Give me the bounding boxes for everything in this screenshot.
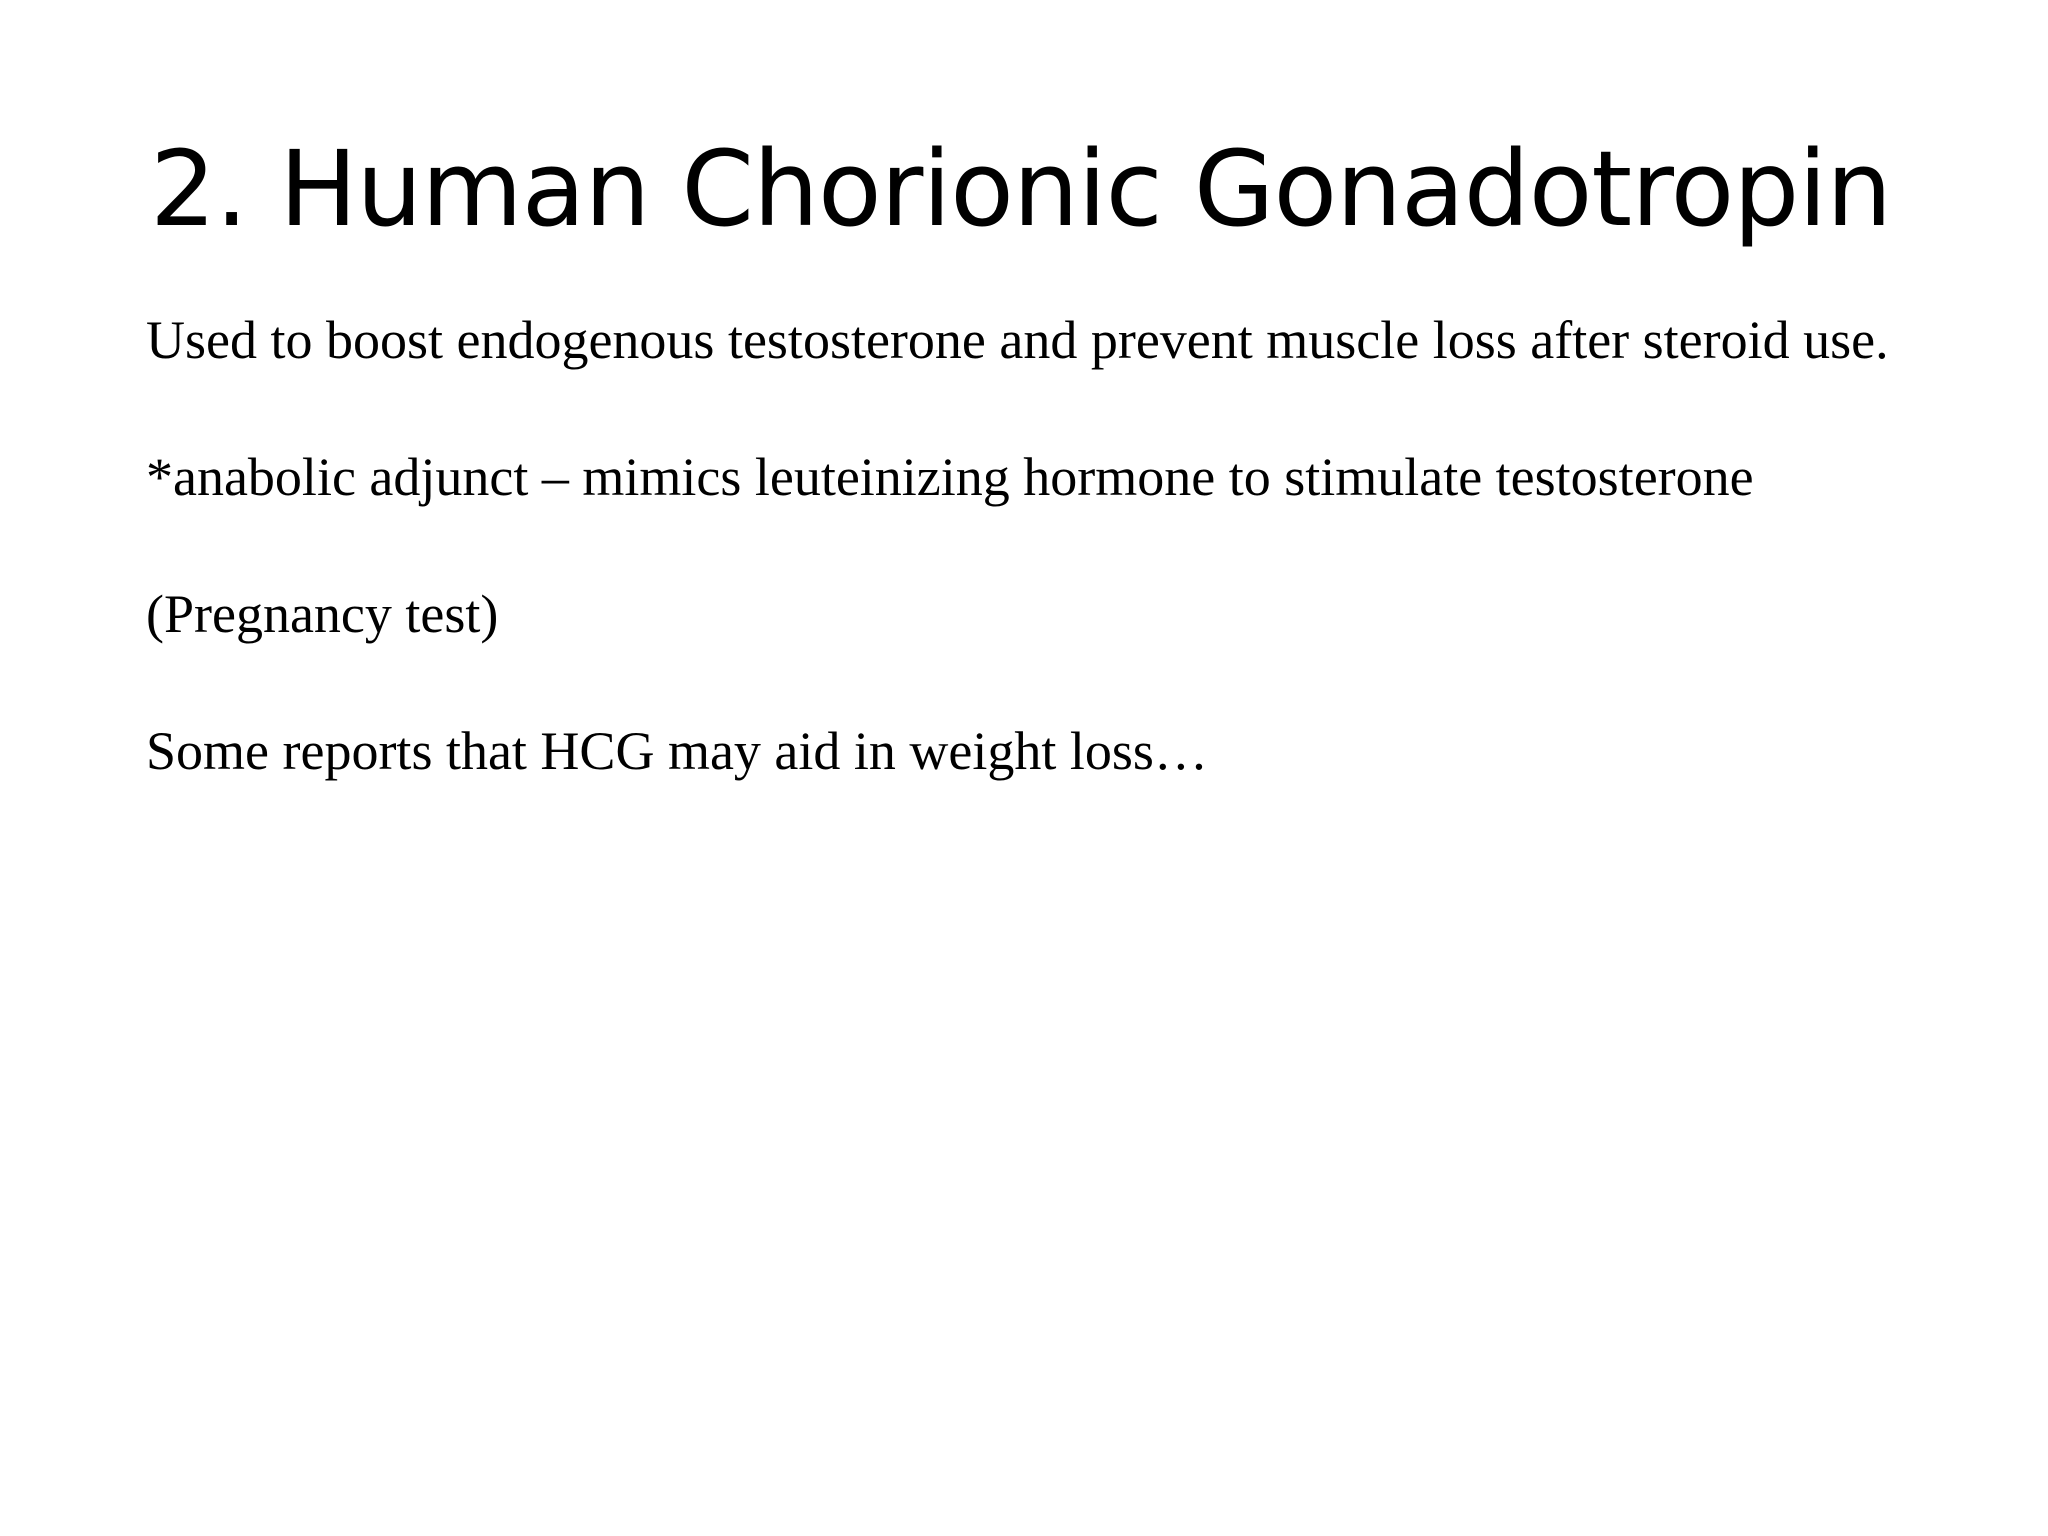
body-line-pregnancy-test: (Pregnancy test) <box>146 584 499 644</box>
body-line-weight-loss: Some reports that HCG may aid in weight loss… <box>146 721 1208 781</box>
body-line-anabolic-adjunct: *anabolic adjunct – mimics leuteinizing hormone to stimulate testosterone <box>146 447 1754 507</box>
slide-title: 2. Human Chorionic Gonadotropin <box>150 128 1892 250</box>
slide-body <box>146 308 2026 856</box>
body-line-usage: Used to boost endogenous testosterone and prevent muscle loss after steroid use. <box>146 310 1889 370</box>
